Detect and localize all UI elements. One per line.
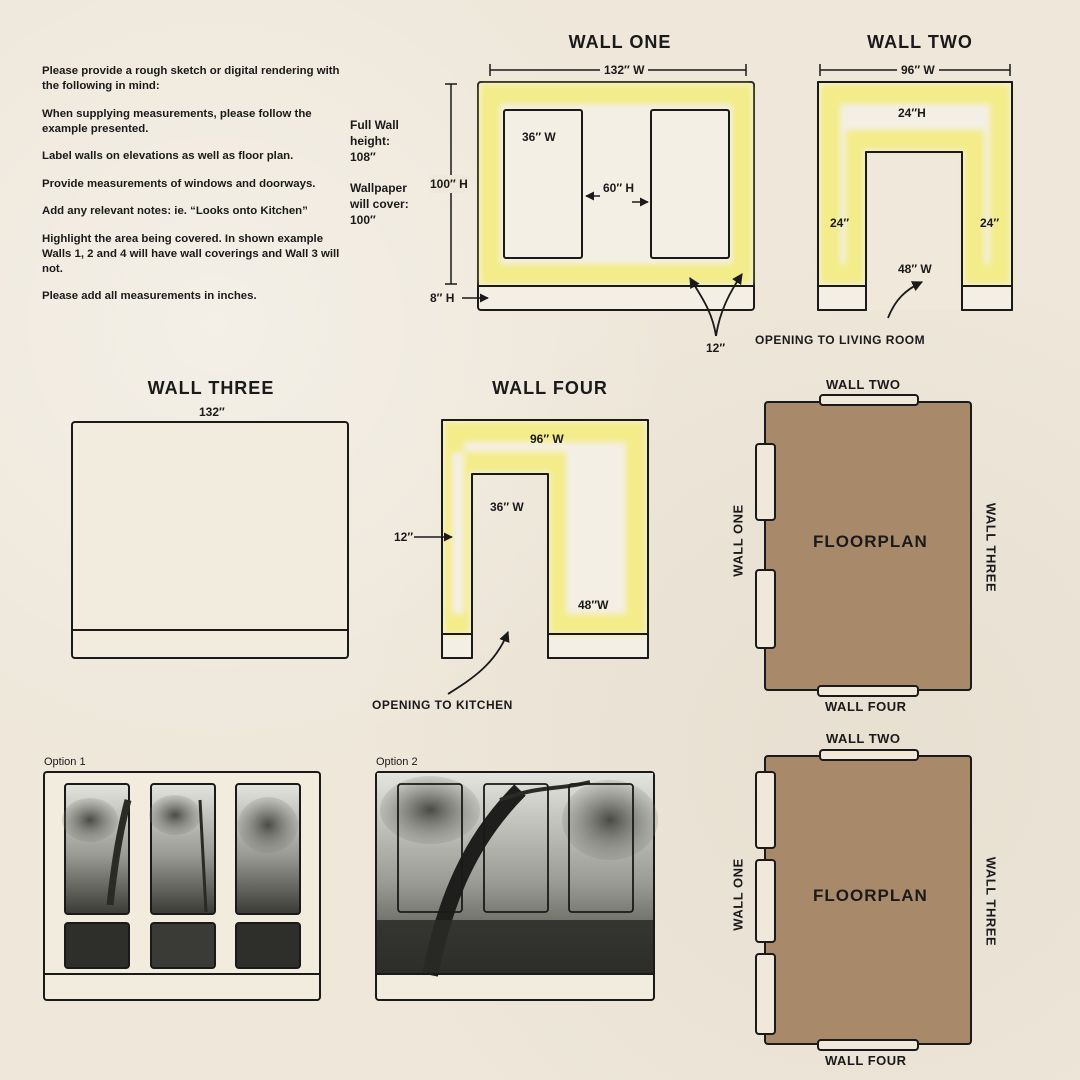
wall-three-elevation xyxy=(72,422,348,658)
wall-four-border: 12″ xyxy=(394,530,414,544)
instruction-3: Label walls on elevations as well as floor plan. xyxy=(42,150,294,162)
option-one-mockup xyxy=(44,772,320,1000)
wall-one-full-height: Full Wall height: 108″ xyxy=(350,118,399,164)
floorplan-one-bottom-label: WALL FOUR xyxy=(825,699,907,714)
wall-one-window-height: 60″ H xyxy=(603,181,635,195)
wall-two-elevation xyxy=(818,64,1012,318)
wall-two-opening-note: OPENING TO LIVING ROOM xyxy=(755,333,926,347)
wall-one-window-width: 36″ W xyxy=(522,130,556,144)
wall-four-width: 96″ W xyxy=(530,432,564,446)
instruction-7: Please add all measurements in inches. xyxy=(42,290,257,302)
floorplan-two-label: FLOORPLAN xyxy=(813,886,928,905)
wall-two-title: WALL TWO xyxy=(867,32,973,52)
wall-one-height: 100″ H xyxy=(430,177,468,191)
option-two-caption: Option 2 xyxy=(376,756,418,768)
wall-three-title: WALL THREE xyxy=(147,378,275,398)
floorplan-two-right-label: WALL THREE xyxy=(983,856,999,947)
floorplan-two-left-label: WALL ONE xyxy=(730,858,746,931)
wall-four-right: 48″W xyxy=(578,598,609,612)
wall-two-top: 24″H xyxy=(898,106,926,120)
floorplan-one-left-label: WALL ONE xyxy=(730,504,746,577)
wall-four-opening-note: OPENING TO KITCHEN xyxy=(372,698,513,712)
wall-two-opening: 48″ W xyxy=(898,262,932,276)
instruction-1: Please provide a rough sketch or digital rendering with the following in mind: xyxy=(42,65,340,92)
wall-four-elevation xyxy=(414,420,648,694)
wall-two-left: 24″ xyxy=(830,216,850,230)
option-two-mockup xyxy=(376,772,658,1000)
instruction-4: Provide measurements of windows and doorways. xyxy=(42,177,316,190)
option-one-panels xyxy=(62,784,300,968)
instruction-5: Add any relevant notes: ie. “Looks onto Kitchen” xyxy=(42,205,308,217)
wall-one-base-height: 8″ H xyxy=(430,291,455,305)
wall-two-right: 24″ xyxy=(980,216,1000,230)
floorplan-one-right-label: WALL THREE xyxy=(983,502,999,593)
wall-four-opening-width: 36″ W xyxy=(490,500,524,514)
floorplan-one-label: FLOORPLAN xyxy=(813,532,928,551)
wall-one-width: 132″ W xyxy=(600,63,648,77)
instruction-2: When supplying measurements, please follow the example presented. xyxy=(42,107,312,135)
floorplan-one-top-label: WALL TWO xyxy=(826,377,901,392)
floorplan-two-bottom-label: WALL FOUR xyxy=(825,1053,907,1068)
wall-two-width: 96″ W xyxy=(897,63,939,77)
wall-one-border: 12″ xyxy=(706,341,726,355)
wall-four-title: WALL FOUR xyxy=(492,378,608,398)
wall-one-title: WALL ONE xyxy=(568,32,672,52)
floorplan-two-top-label: WALL TWO xyxy=(826,731,901,746)
wall-one-wallpaper-cover: Wallpaper will cover: 100″ xyxy=(350,181,409,227)
wall-one-elevation xyxy=(445,64,754,336)
instruction-6: Highlight the area being covered. In shown example Walls 1, 2 and 4 will have wall coverings and Wall 3 will not. xyxy=(42,232,340,275)
option-one-caption: Option 1 xyxy=(44,756,86,768)
wall-three-width: 132″ xyxy=(199,405,225,419)
